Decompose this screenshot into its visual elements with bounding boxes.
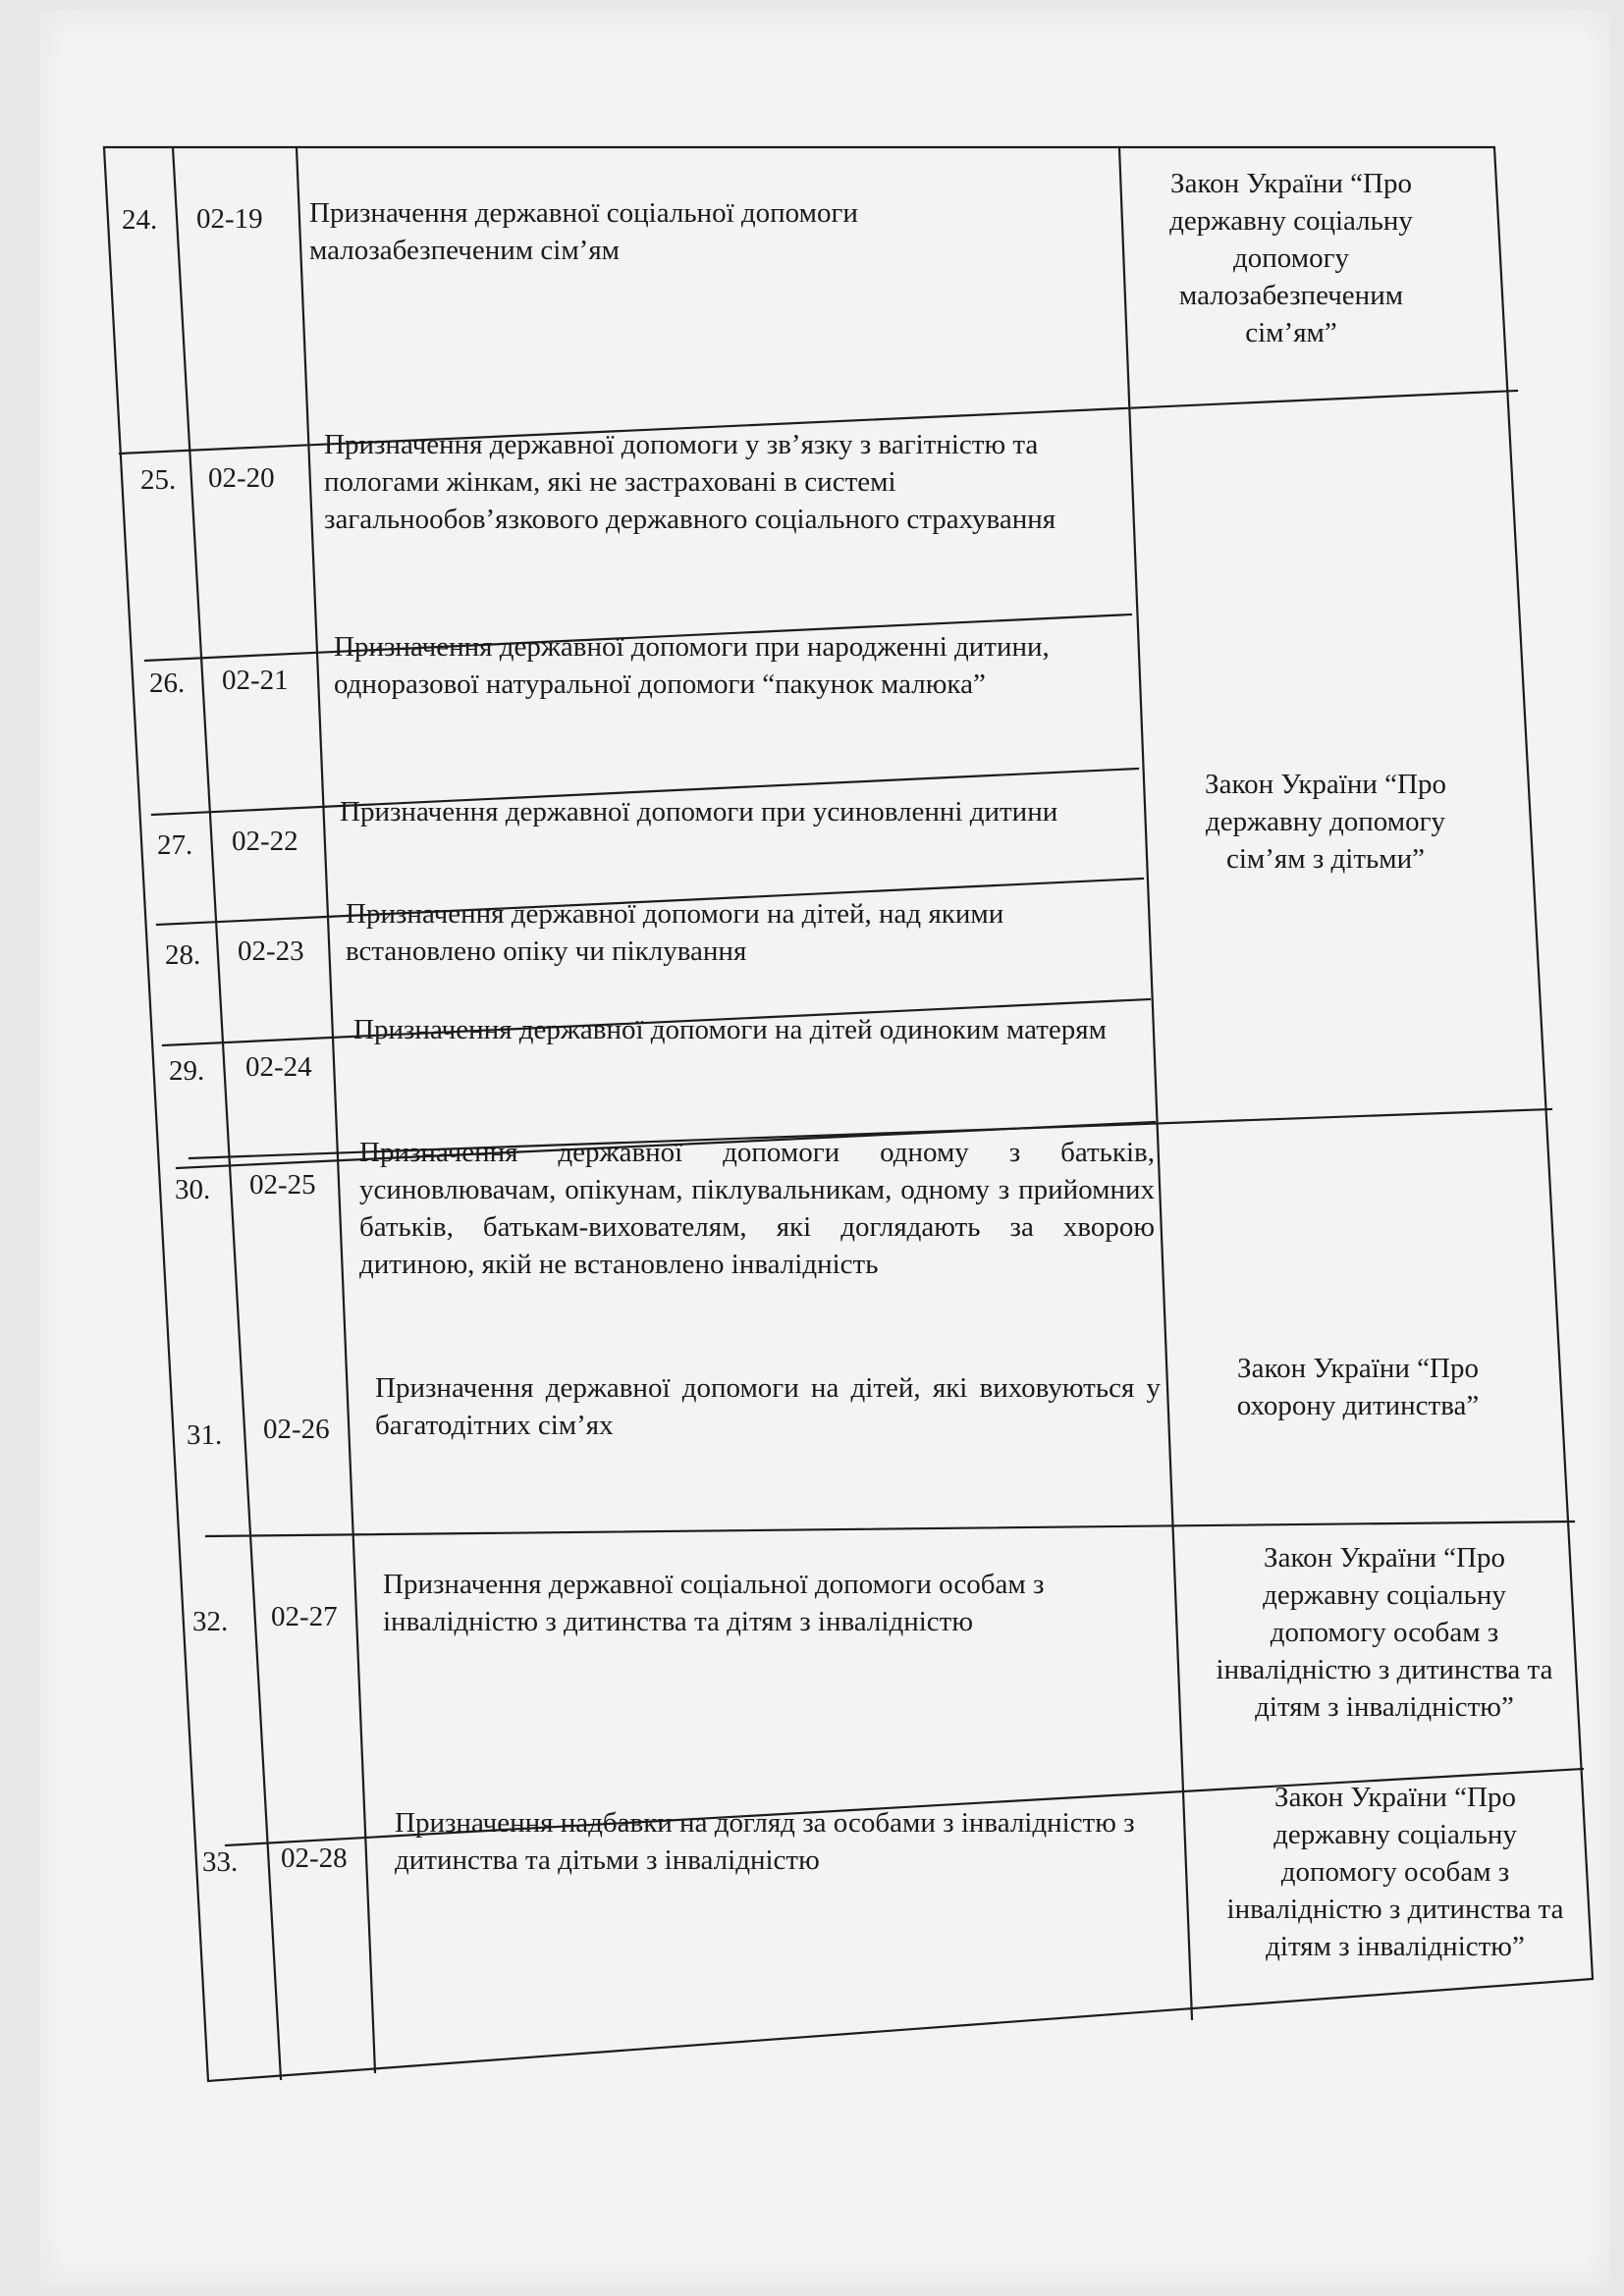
row-26-number: 26. bbox=[149, 667, 186, 699]
row-26-description: Призначення державної допомоги при народженні дитини, одноразової натуральної допомоги “пакунок малюка” bbox=[334, 631, 1050, 700]
row-27-number: 27. bbox=[157, 829, 193, 861]
row-25-code: 02-20 bbox=[208, 462, 275, 494]
row-29-code: 02-24 bbox=[245, 1051, 312, 1083]
row-32-law: Закон України “Про державну соціальну допомогу особам з інвалідністю з дитинства та дітям з інвалідністю” bbox=[1216, 1542, 1553, 1723]
row-29-description: Призначення державної допомоги на дітей одиноким матерям bbox=[353, 1014, 1107, 1045]
row-28-description: Призначення державної допомоги на дітей, над якими встановлено опіку чи піклування bbox=[346, 898, 1004, 967]
row-31-number: 31. bbox=[187, 1419, 223, 1451]
row-26-code: 02-21 bbox=[222, 665, 289, 696]
row-33-number: 33. bbox=[202, 1846, 239, 1878]
row-25-description: Призначення державної допомоги у зв’язку з вагітністю та пологами жінкам, які не застраховані в системі загальнообов’язкового державного соціального страхування bbox=[324, 429, 1056, 535]
row-32-number: 32. bbox=[192, 1606, 229, 1637]
row-30-number: 30. bbox=[175, 1174, 211, 1205]
row-32-code: 02-27 bbox=[271, 1601, 338, 1632]
row-30-description: Призначення державної допомоги одному з батьків, усиновлювачам, опікунам, піклувальникам, одному з прийомних батьків, батькам-вихователям, які доглядають за хворою дитиною, якій не встановлено інвалідність bbox=[359, 1137, 1155, 1280]
row-29-number: 29. bbox=[169, 1055, 205, 1087]
row-27-code: 02-22 bbox=[232, 826, 298, 857]
row-33-description: Призначення надбавки на догляд за особами з інвалідністю з дитинства та дітьми з інвалідністю bbox=[395, 1807, 1135, 1876]
row-27-description: Призначення державної допомоги при усиновленні дитини bbox=[340, 796, 1058, 828]
row-24-number: 24. bbox=[122, 204, 158, 236]
row-28-number: 28. bbox=[165, 939, 201, 971]
row-33-law: Закон України “Про державну соціальну допомогу особам з інвалідністю з дитинства та дітям з інвалідністю” bbox=[1226, 1782, 1564, 1962]
row-25-number: 25. bbox=[140, 464, 177, 496]
row-30-code: 02-25 bbox=[249, 1169, 316, 1201]
row-28-code: 02-23 bbox=[238, 935, 304, 967]
row-24-description: Призначення державної соціальної допомоги малозабезпеченим сім’ям bbox=[309, 197, 858, 266]
row-32-description: Призначення державної соціальної допомоги особам з інвалідністю з дитинства та дітям з інвалідністю bbox=[383, 1569, 1045, 1637]
row-31-code: 02-26 bbox=[263, 1414, 330, 1445]
row-24-code: 02-19 bbox=[196, 203, 263, 235]
row-31-law: Закон України “Про охорону дитинства” bbox=[1236, 1353, 1480, 1421]
row-24-law: Закон України “Про державну соціальну допомогу малозабезпеченим сім’ям” bbox=[1169, 168, 1413, 348]
row-33-code: 02-28 bbox=[281, 1842, 348, 1874]
merged-law-rows-25-30: Закон України “Про державну допомогу сім’ям з дітьми” bbox=[1205, 769, 1446, 875]
row-31-description: Призначення державної допомоги на дітей, які виховуються у багатодітних сім’ях bbox=[375, 1372, 1161, 1441]
